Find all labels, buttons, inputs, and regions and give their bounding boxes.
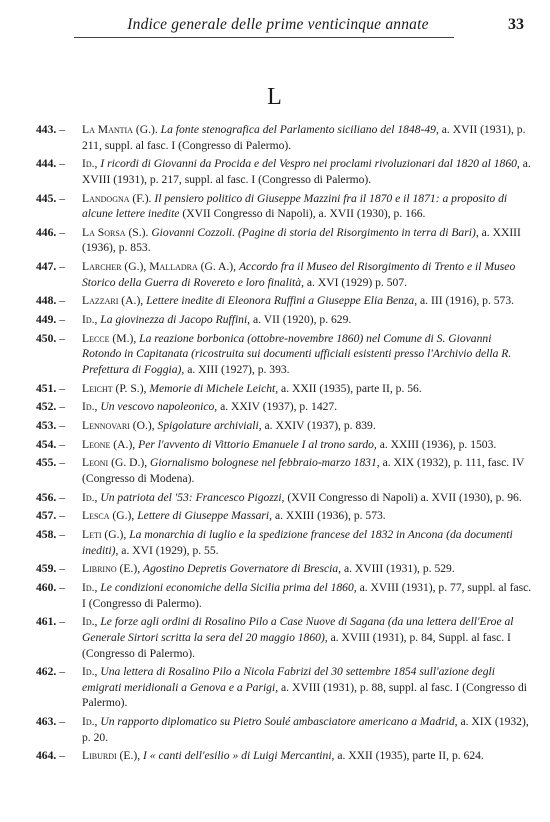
entry-number: 453. – xyxy=(36,418,80,434)
entry-citation: a. XIII (1927), p. 393. xyxy=(187,362,290,376)
entry-author: Id., xyxy=(82,400,101,414)
entry-title: I « canti dell'esilio » di Luigi Mercantini, xyxy=(143,749,338,763)
index-entries xyxy=(36,122,532,767)
entry-citation: (XVII Congresso di Napoli), a. XVII (1930), p. 166. xyxy=(182,207,426,221)
entry-title: La giovinezza di Jacopo Ruffini, xyxy=(100,313,253,327)
entry-title: Una lettera di Rosalino Pilo a Nicola Fabrizi del 30 settembre 1854 sull'azione degli emigrati meridionali a Genova e a Parigi, xyxy=(82,665,495,694)
index-entry xyxy=(36,527,532,558)
entry-author: Leoni (G. D.), xyxy=(82,456,151,470)
entry-number: 457. – xyxy=(36,508,80,524)
entry-number: 448. – xyxy=(36,293,80,309)
entry-author: Larcher (G.), Malladra (G. A.), xyxy=(82,260,239,274)
entry-number: 450. – xyxy=(36,331,80,347)
entry-title: Lettere di Giuseppe Massari, xyxy=(137,509,275,523)
entry-citation: a. XXII (1935), parte II, p. 56. xyxy=(281,381,422,395)
entry-author: Leicht (P. S.), xyxy=(82,381,150,395)
entry-title: Spigolature archiviali, xyxy=(157,419,265,433)
entry-number: 458. – xyxy=(36,527,80,543)
index-entry xyxy=(36,437,532,453)
entry-citation: (XVII Congresso di Napoli) a. XVII (1930), p. 96. xyxy=(287,490,522,504)
entry-number: 462. – xyxy=(36,664,80,680)
page-number: 33 xyxy=(508,16,524,33)
index-entry xyxy=(36,259,532,290)
entry-title: Un rapporto diplomatico su Pietro Soulé ambasciatore americano a Madrid, xyxy=(100,715,461,729)
running-header xyxy=(0,16,550,38)
index-entry xyxy=(36,580,532,611)
entry-title: Agostino Depretis Governatore di Brescia, xyxy=(143,562,344,576)
entry-title: Il pensiero politico di Giuseppe Mazzini fra il 1870 e il 1871: a proposito di alcune lettere inedite xyxy=(82,191,508,221)
entry-number: 459. – xyxy=(36,561,80,577)
entry-citation: a. XXIII (1936), p. 573. xyxy=(274,509,386,523)
index-entry xyxy=(36,312,532,328)
entry-title: Accordo fra il Museo del Risorgimento di Trento e il Museo Storico della Guerra di Rovereto e loro finalità, xyxy=(82,260,516,289)
running-title: Indice generale delle prime venticinque annate xyxy=(127,16,429,33)
entry-number: 452. – xyxy=(36,399,80,415)
index-entry xyxy=(36,561,532,577)
index-entry xyxy=(36,156,532,187)
entry-title: Lettere inedite di Eleonora Ruffini a Giuseppe Elia Benza, xyxy=(146,294,421,308)
entry-citation: a. XXIV (1937), p. 839. xyxy=(264,419,376,433)
index-entry xyxy=(36,122,532,153)
entry-citation: a. III (1916), p. 573. xyxy=(420,294,515,308)
entry-number: 460. – xyxy=(36,580,80,596)
entry-number: 449. – xyxy=(36,312,80,328)
entry-number: 461. – xyxy=(36,614,80,630)
entry-author: Librino (E.), xyxy=(82,562,144,576)
entry-title: Giovanni Cozzoli. (Pagine di storia del Risorgimento in terra di Bari), xyxy=(151,225,482,239)
entry-citation: a. XVIII (1931), p. 529. xyxy=(343,562,455,576)
entry-citation: a. XIX (1932), p. 111, fasc. IV (Congresso di Modena). xyxy=(82,456,525,485)
entry-citation: a. VII (1920), p. 629. xyxy=(252,313,352,327)
entry-title: Un vescovo napoleonico, xyxy=(100,400,221,414)
entry-citation: a. XXIV (1937), p. 1427. xyxy=(220,400,338,414)
entry-number: 463. – xyxy=(36,714,80,730)
entry-author: Lennovari (O.), xyxy=(82,419,158,433)
index-entry xyxy=(36,455,532,486)
entry-citation: a. XIX (1932), p. 20. xyxy=(82,715,529,744)
entry-citation: a. XXII (1935), parte II, p. 624. xyxy=(337,749,484,763)
index-entry xyxy=(36,614,532,661)
entry-author: Lazzari (A.), xyxy=(82,294,147,308)
entry-author: Landogna (F.). xyxy=(82,191,155,205)
entry-title: Le condizioni economiche della Sicilia prima del 1860, xyxy=(100,581,360,595)
index-entry xyxy=(36,399,532,415)
entry-author: La Sorsa (S.). xyxy=(82,225,152,239)
entry-citation: a. XVII (1931), p. 211, suppl. al fasc. I (Congresso di Palermo). xyxy=(82,123,526,152)
index-entry xyxy=(36,508,532,524)
entry-author: La Mantia (G.). xyxy=(82,123,161,136)
entry-number: 456. – xyxy=(36,490,80,506)
entry-title: Un patriota del '53: Francesco Pigozzi, xyxy=(100,490,288,504)
entry-title: Giornalismo bolognese nel febbraio-marzo 1831, xyxy=(150,456,383,470)
index-entry xyxy=(36,748,532,764)
index-entry xyxy=(36,225,532,256)
entry-number: 446. – xyxy=(36,225,80,241)
entry-title: Per l'avvento di Vittorio Emanuele I al trono sardo, xyxy=(138,437,380,451)
index-entry xyxy=(36,331,532,378)
entry-citation: a. XXIII (1936), p. 1503. xyxy=(379,437,497,451)
entry-number: 444. – xyxy=(36,156,80,172)
entry-author: Lesca (G.), xyxy=(82,509,138,523)
entry-author: Id., xyxy=(82,313,101,327)
entry-number: 464. – xyxy=(36,748,80,764)
entry-number: 447. – xyxy=(36,259,80,275)
entry-citation: a. XVIII (1931), p. 88, suppl. al fasc. I (Congresso di Palermo). xyxy=(82,680,528,710)
index-entry xyxy=(36,664,532,711)
entry-author: Liburdi (E.), xyxy=(82,749,144,763)
entry-number: 445. – xyxy=(36,191,80,207)
entry-title: La reazione borbonica (ottobre-novembre 1860) nel Comune di S. Giovanni Rotondo in Capitanata (ricostruita sui documenti ufficiali esistenti presso l'Archivio della R. Prefettura di Foggia), xyxy=(82,331,512,376)
entry-number: 443. – xyxy=(36,122,80,138)
entry-author: Id., xyxy=(82,615,101,629)
header-rule xyxy=(74,37,454,38)
entry-citation: a. XVIII (1931), p. 217, suppl. al fasc. I (Congresso di Palermo). xyxy=(82,157,531,186)
entry-citation: a. XVI (1929) p. 507. xyxy=(306,275,408,289)
entry-author: Leti (G.), xyxy=(82,528,130,542)
entry-number: 451. – xyxy=(36,381,80,397)
entry-title: La monarchia di luglio e la spedizione francese del 1832 in Ancona (da documenti inediti), xyxy=(82,528,513,557)
entry-number: 455. – xyxy=(36,455,80,471)
index-entry xyxy=(36,381,532,397)
index-entry xyxy=(36,293,532,309)
entry-title: I ricordi di Giovanni da Procida e del Vespro nei proclami rivoluzionari dal 1820 al 1860, xyxy=(100,157,523,171)
entry-author: Id., xyxy=(82,665,101,679)
entry-citation: a. XVIII (1931), p. 84, Suppl. al fasc. I (Congresso di Palermo). xyxy=(82,630,511,660)
index-entry xyxy=(36,418,532,434)
entry-title: Memorie di Michele Leicht, xyxy=(149,381,282,395)
entry-author: Id., xyxy=(82,715,101,729)
entry-author: Id., xyxy=(82,581,101,595)
entry-author: Id., xyxy=(82,490,101,504)
index-entry xyxy=(36,490,532,506)
entry-citation: a. XVI (1929), p. 55. xyxy=(121,543,219,557)
entry-author: Lecce (M.), xyxy=(82,331,140,345)
entry-number: 454. – xyxy=(36,437,80,453)
index-entry xyxy=(36,714,532,745)
entry-title: La fonte stenografica del Parlamento siciliano del 1848-49, xyxy=(160,123,442,136)
entry-citation: a. XVIII (1931), p. 77, suppl. al fasc. I (Congresso di Palermo). xyxy=(82,581,532,610)
section-letter: L xyxy=(267,84,283,110)
index-entry xyxy=(36,191,532,222)
entry-author: Leone (A.), xyxy=(82,437,139,451)
entry-author: Id., xyxy=(82,157,101,171)
entry-citation: a. XXIII (1936), p. 853. xyxy=(82,225,521,255)
entry-title: Le forze agli ordini di Rosalino Pilo a Case Nuove di Sagana (da una lettera dell'Eroe al Generale Sirtori scritta la sera del 20 maggio 1860), xyxy=(82,615,514,644)
